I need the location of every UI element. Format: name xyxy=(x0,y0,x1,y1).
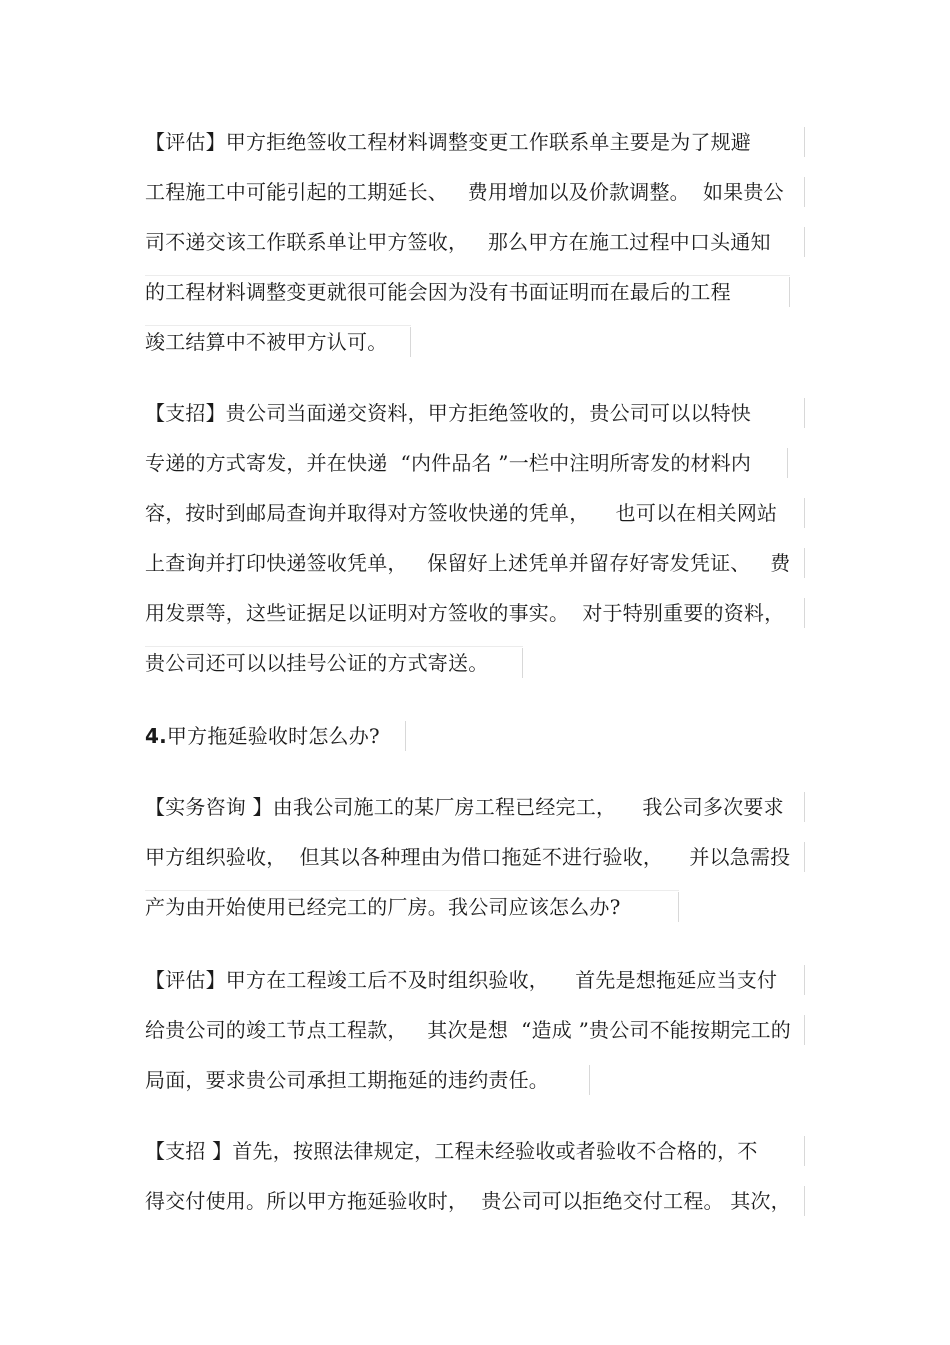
p4-line-2: 给贵公司的竣工节点工程款， 其次是想 “造成 ”贵公司不能按期完工的 xyxy=(145,1015,805,1045)
p4-line-3: 局面，要求贵公司承担工期拖延的违约责任。 xyxy=(145,1065,590,1095)
p3-line-3: 产为由开始使用已经完工的厂房。我公司应该怎么办? xyxy=(145,892,679,922)
p1-line-4: 的工程材料调整变更就很可能会因为没有书面证明而在最后的工程 xyxy=(145,277,790,307)
p3-line-1: 【实务咨询 】由我公司施工的某厂房工程已经完工， 我公司多次要求 xyxy=(145,792,805,822)
p1-line-3: 司不递交该工作联系单让甲方签收， 那么甲方在施工过程中口头通知 xyxy=(145,227,805,257)
p2-line-6: 贵公司还可以以挂号公证的方式寄送。 xyxy=(145,648,523,678)
p2-line-2: 专递的方式寄发，并在快递 “内件品名 ”一栏中注明所寄发的材料内 xyxy=(145,448,788,478)
p3-line-2: 甲方组织验收， 但其以各种理由为借口拖延不进行验收， 并以急需投 xyxy=(145,842,805,872)
p5-line-2: 得交付使用。所以甲方拖延验收时， 贵公司可以拒绝交付工程。 其次， xyxy=(145,1186,805,1216)
p1-line-5: 竣工结算中不被甲方认可。 xyxy=(145,327,411,357)
p1-line-1: 【评估】甲方拒绝签收工程材料调整变更工作联系单主要是为了规避 xyxy=(145,127,805,157)
p4-line-1: 【评估】甲方在工程竣工后不及时组织验收， 首先是想拖延应当支付 xyxy=(145,965,805,995)
p2-line-1: 【支招】贵公司当面递交资料，甲方拒绝签收的，贵公司可以以特快 xyxy=(145,398,805,428)
p5-line-1: 【支招 】首先，按照法律规定，工程未经验收或者验收不合格的，不 xyxy=(145,1136,805,1166)
section-heading xyxy=(145,721,406,751)
section-title: 甲方拖延验收时怎么办? xyxy=(166,724,380,748)
p2-line-3: 容，按时到邮局查询并取得对方签收快递的凭单， 也可以在相关网站 xyxy=(145,498,805,528)
section-number: 4. xyxy=(145,724,167,748)
p1-line-2: 工程施工中可能引起的工期延长、 费用增加以及价款调整。 如果贵公 xyxy=(145,177,805,207)
p2-line-4: 上查询并打印快递签收凭单， 保留好上述凭单并留存好寄发凭证、 费 xyxy=(145,548,805,578)
p2-line-5: 用发票等，这些证据足以证明对方签收的事实。 对于特别重要的资料， xyxy=(145,598,805,628)
